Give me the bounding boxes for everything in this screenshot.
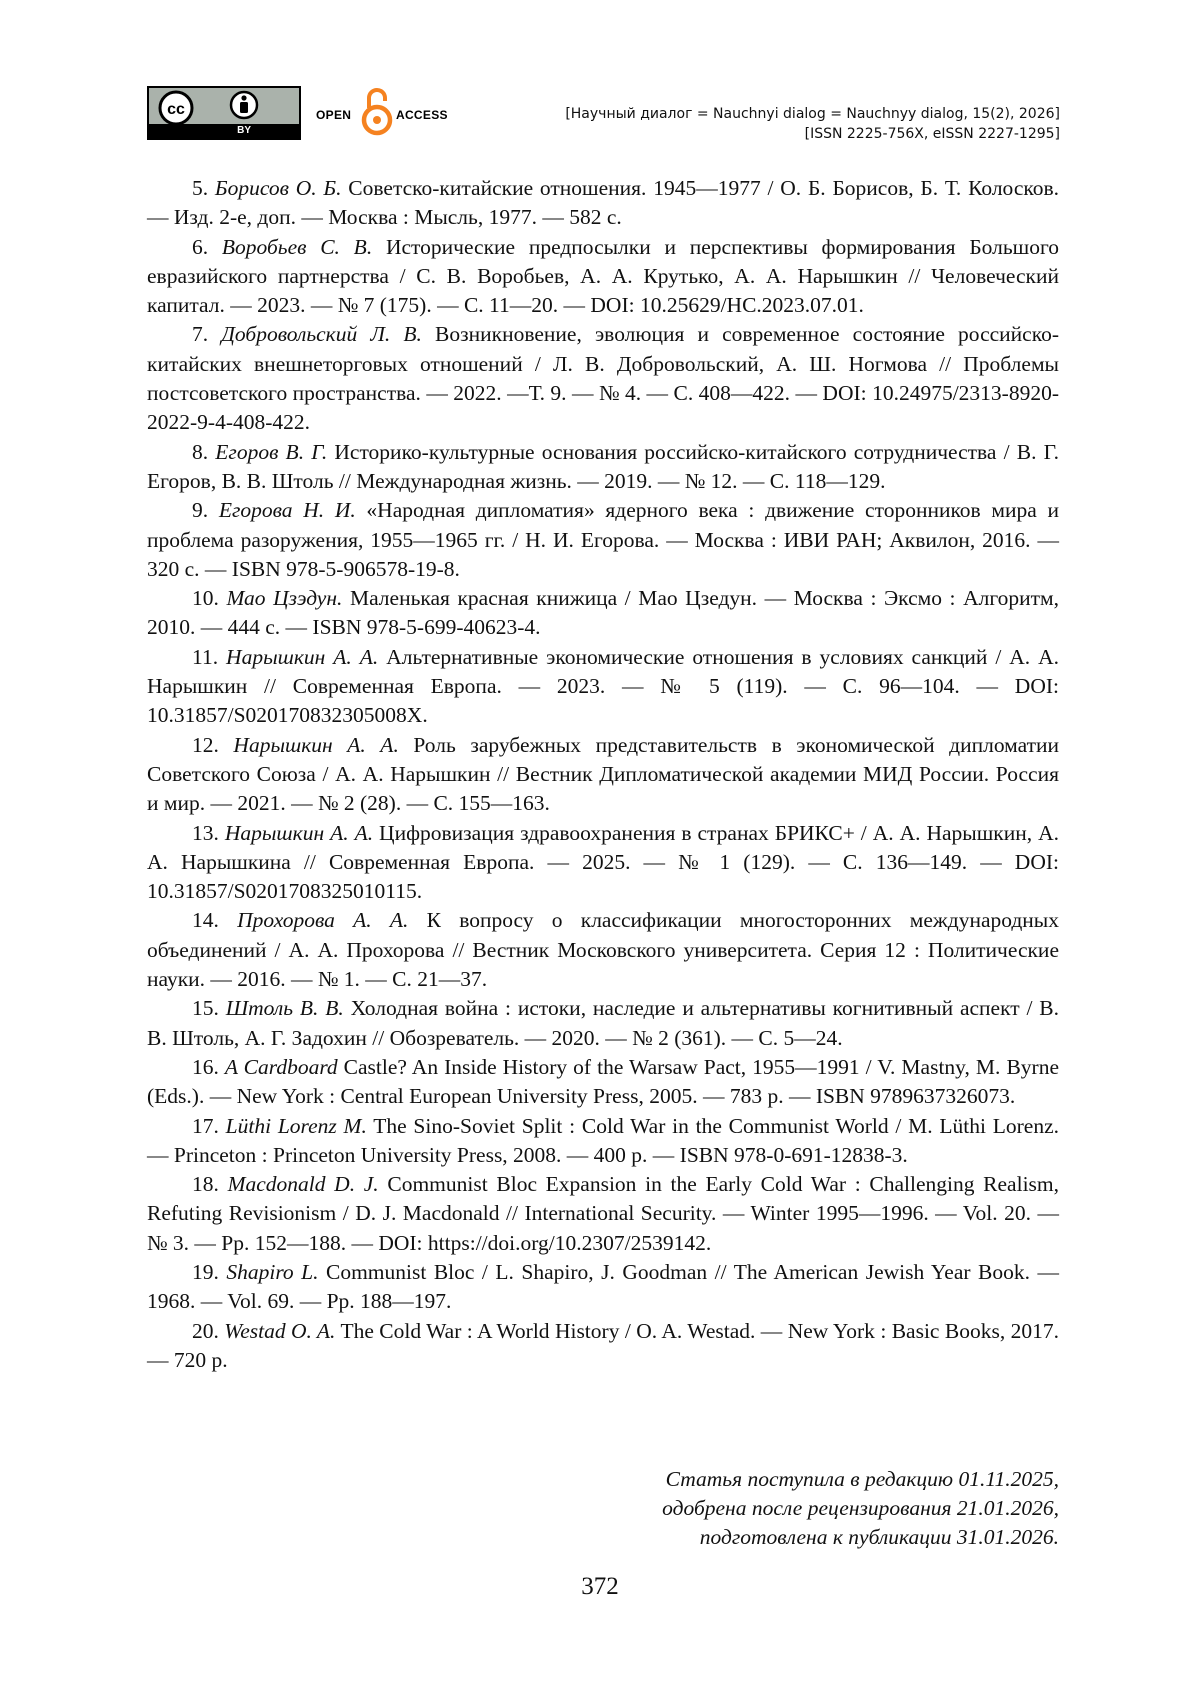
reference-author: Нарышкин А. А. (226, 644, 379, 669)
open-lock-icon (360, 86, 394, 140)
prepared-line: подготовлена к публикации 31.01.2026. (699, 1525, 1059, 1549)
reference-number: 16. (192, 1054, 219, 1079)
reference-item (147, 1258, 1059, 1317)
reference-list (147, 174, 1059, 1375)
cc-by-label: BY (149, 124, 299, 138)
page-number: 372 (581, 1573, 619, 1600)
reference-author: Shapiro L. (226, 1259, 319, 1284)
reference-text: Communist Bloc / L. Shapiro, J. Goodman // The American Jewish Year Book. — 1968. — Vol. 69. — Pp. 188—197. (147, 1259, 1060, 1314)
reference-number: 6. (192, 234, 209, 259)
reference-item (147, 233, 1059, 321)
reference-text: Советско-китайские отношения. 1945—1977 / О. Б. Борисов, Б. Т. Колосков. — Изд. 2-е, доп. — Москва : Мысль, 1977. — 582 с. (147, 176, 1060, 230)
reference-author: Мао Цзэдун. (226, 586, 343, 611)
reference-number: 19. (192, 1259, 219, 1284)
reference-item (147, 1112, 1059, 1171)
reference-item (147, 906, 1059, 994)
journal-issn: [ISSN 2225-756X, eISSN 2227-1295] (804, 126, 1060, 142)
reference-author: Macdonald D. J. (227, 1172, 379, 1197)
reference-number: 9. (192, 498, 209, 523)
reference-text: Историко-культурные основания российско-китайского сотрудничества / В. Г. Егоров, В. В. Штоль // Международная жизнь. — 2019. — № 12. — С. 118—129. (147, 439, 1060, 493)
svg-text:cc: cc (167, 101, 185, 118)
reference-number: 17. (192, 1113, 219, 1138)
cc-icon (149, 88, 299, 126)
reference-item (147, 320, 1059, 437)
reference-author: A Cardboard (224, 1054, 338, 1079)
journal-citation: [Научный диалог = Nauchnyi dialog = Nauchnyy dialog, 15(2), 2026] (565, 106, 1060, 122)
reference-item (147, 584, 1059, 643)
reference-text: Альтернативные экономические отношения в условиях санкций / А. А. Нарышкин // Современная Европа. — 2023. — № 5 (119). — С. 96—104. — DOI: 10.31857/S020170832305008X. (147, 644, 1060, 728)
reference-author: Егоров В. Г. (215, 439, 328, 464)
reference-text: Маленькая красная книжица / Мао Цзедун. — Москва : Эксмо : Алгоритм, 2010. — 444 с. — ISBN 978-5-699-40623-4. (147, 586, 1059, 640)
reference-author: Добровольский Л. В. (221, 322, 422, 347)
journal-info (565, 104, 1060, 144)
reference-author: Прохорова А. А. (237, 908, 409, 933)
reference-item (147, 1317, 1059, 1376)
reference-author: Борисов О. Б. (214, 176, 342, 200)
reference-item (147, 438, 1059, 497)
reference-text: «Народная дипломатия» ядерного века : движение сторонников мира и проблема разоружения, 1955—1965 гг. / Н. И. Егорова. — Москва : ИВИ РАН; Аквилон, 2016. — 320 с. — ISBN 978-5-906578-19-8. (147, 498, 1060, 581)
reference-number: 8. (192, 439, 209, 464)
reference-text: Communist Bloc Expansion in the Early Cold War : Challenging Realism, Refuting Revisionism / D. J. Macdonald // International Security. — Winter 1995—1996. — Vol. 20. — № 3. — Pp. 152—188. — DOI: https://doi.org/10.2307/2539142. (147, 1172, 1060, 1255)
open-access-text-access: ACCESS (396, 108, 448, 122)
reference-item (147, 994, 1059, 1053)
reference-author: Нарышкин А. А. (233, 732, 399, 757)
approved-line: одобрена после рецензирования 21.01.2026, (662, 1496, 1059, 1520)
reference-author: Егорова Н. И. (218, 498, 356, 523)
reference-number: 12. (192, 732, 219, 757)
received-line: Статья поступила в редакцию 01.11.2025, (665, 1467, 1059, 1491)
open-access-logo (316, 86, 456, 140)
reference-text: Роль зарубежных представительств в экономической дипломатии Советского Союза / А. А. Нарышкин // Вестник Дипломатической академии МИД России. Россия и мир. — 2021. — № 2 (28). — С. 155—163. (147, 732, 1060, 816)
received-dates (662, 1465, 1059, 1552)
reference-author: Lüthi Lorenz M. (225, 1113, 367, 1138)
reference-text: Цифровизация здравоохранения в странах БРИКС+ / А. А. Нарышкин, А. А. Нарышкина // Современная Европа. — 2025. — № 1 (129). — С. 136—149. — DOI: 10.31857/S0201708325010115. (147, 820, 1059, 904)
reference-item (147, 174, 1059, 233)
reference-number: 7. (192, 322, 209, 347)
reference-text: Castle? An Inside History of the Warsaw Pact, 1955—1991 / V. Mastny, M. Byrne (Eds.). — New York : Central European University Press, 2005. — 783 p. — ISBN 9789637326073. (147, 1054, 1059, 1109)
reference-text: Возникновение, эволюция и современное состояние российско-китайских внешнеторговых отношений / Л. В. Добровольский, А. Ш. Ногмова // Проблемы постсоветского пространства. — 2022. —Т. 9. — № 4. — С. 408—422. — DOI: 10.24975/2313-8920-2022-9-4-408-422. (147, 322, 1059, 435)
reference-author: Westad O. A. (224, 1318, 336, 1343)
reference-item (147, 1170, 1059, 1258)
reference-text: Холодная война : истоки, наследие и альтернативы когнитивный аспект / В. В. Штоль, А. Г. Задохин // Обозреватель. — 2020. — № 2 (361). — С. 5—24. (147, 996, 1060, 1050)
reference-number: 13. (192, 820, 219, 845)
open-access-text-open: OPEN (316, 108, 352, 122)
reference-number: 11. (192, 644, 219, 669)
reference-text: The Sino-Soviet Split : Cold War in the Communist World / M. Lüthi Lorenz. — Princeton : Princeton University Press, 2008. — 400 p. — ISBN 978-0-691-12838-3. (147, 1113, 1060, 1167)
reference-number: 18. (192, 1172, 219, 1197)
reference-item (147, 643, 1059, 731)
reference-text: К вопросу о классификации многосторонних международных объединений / А. А. Прохорова // Вестник Московского университета. Серия 12 : Политические науки. — 2016. — № 1. — С. 21—37. (147, 908, 1060, 992)
page-header (0, 0, 1200, 160)
reference-number: 15. (192, 996, 219, 1021)
reference-item (147, 496, 1059, 584)
reference-author: Штоль В. В. (225, 996, 344, 1021)
reference-number: 20. (192, 1318, 219, 1343)
reference-author: Нарышкин А. А. (224, 820, 374, 845)
reference-author: Воробьев С. В. (221, 234, 373, 259)
reference-item (147, 819, 1059, 907)
reference-number: 14. (192, 908, 219, 933)
reference-item (147, 1053, 1059, 1112)
cc-by-license-badge[interactable] (147, 86, 301, 140)
reference-number: 5. (192, 176, 209, 200)
reference-item (147, 731, 1059, 819)
reference-number: 10. (192, 586, 219, 611)
reference-text: Исторические предпосылки и перспективы формирования Большого евразийского партнерства / С. В. Воробьев, А. А. Крутько, А. А. Нарышкин // Человеческий капитал. — 2023. — № 7 (175). — С. 11—20. — DOI: 10.25629/HC.2023.07.01. (147, 234, 1060, 318)
reference-text: The Cold War : A World History / O. A. Westad. — New York : Basic Books, 2017. — 720 p. (147, 1318, 1059, 1372)
